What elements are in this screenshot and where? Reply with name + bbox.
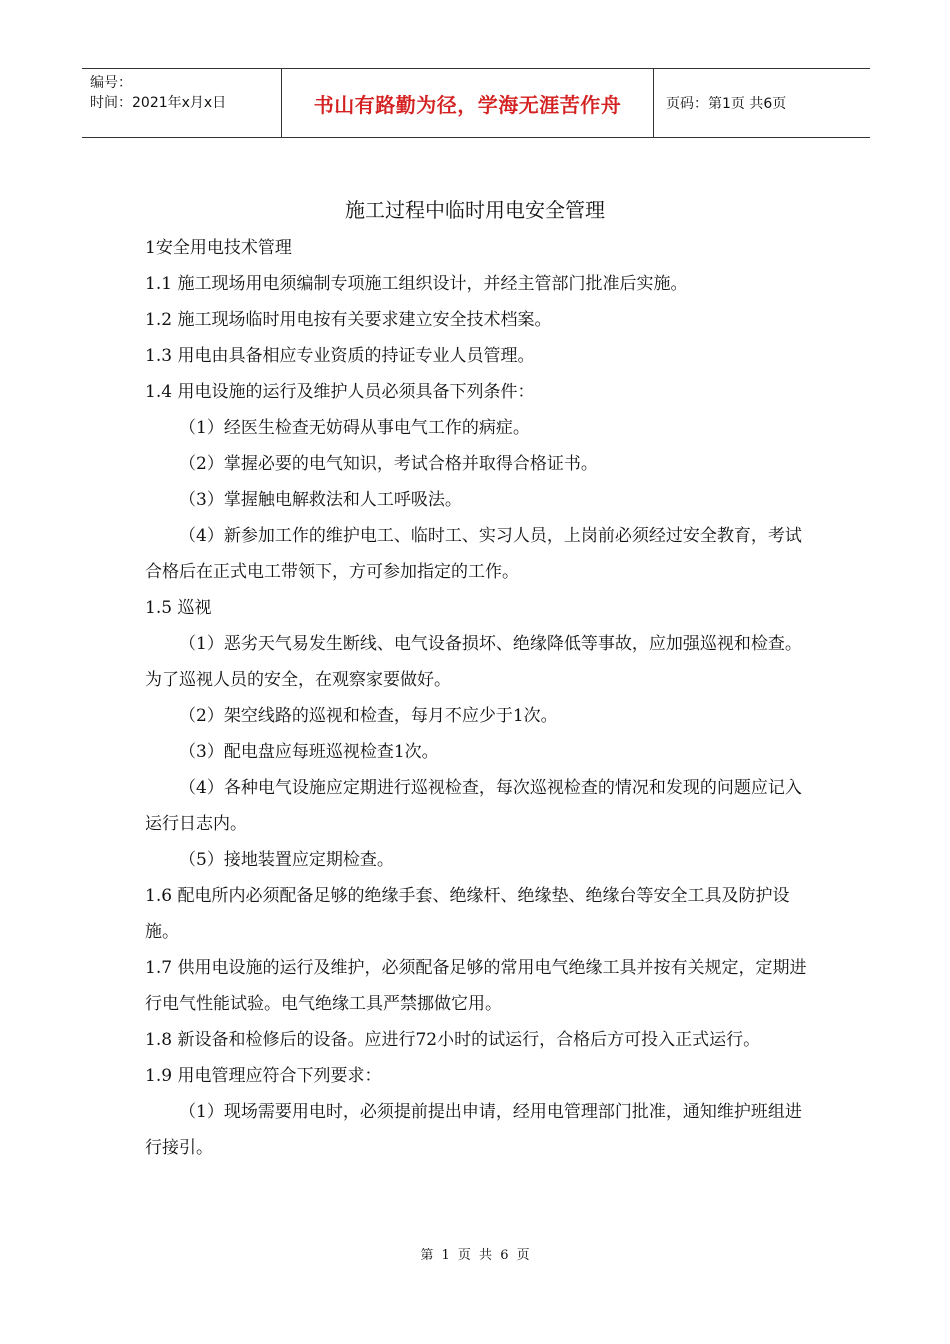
document-number-label: 编号： xyxy=(90,75,132,91)
list-item-1-4-1: （1）经医生检查无妨碍从事电气工作的病症。 xyxy=(179,418,530,438)
paragraph-1-2: 1.2 施工现场临时用电按有关要求建立安全技术档案。 xyxy=(145,310,552,330)
paragraph-1-5: 1.5 巡视 xyxy=(145,598,212,618)
paragraph-1-4: 1.4 用电设施的运行及维护人员必须具备下列条件： xyxy=(145,382,535,402)
page-footer: 第 1 页 共 6 页 xyxy=(420,1248,530,1263)
list-item-1-4-4: （4）新参加工作的维护电工、临时工、实习人员，上岗前必须经过安全教育，考试合格后在正式电工带领下，方可参加指定的工作。 xyxy=(145,526,802,582)
paragraph-1-9: 1.9 用电管理应符合下列要求： xyxy=(145,1066,382,1086)
list-item-1-9-1: （1）现场需要用电时，必须提前提出申请，经用电管理部门批准，通知维护班组进行接引。 xyxy=(145,1102,802,1158)
document-title: 施工过程中临时用电安全管理 xyxy=(345,198,605,222)
paragraph-1-7: 1.7 供用电设施的运行及维护，必须配备足够的常用电气绝缘工具并按有关规定，定期进行电气性能试验。电气绝缘工具严禁挪做它用。 xyxy=(145,958,807,1014)
header-page-info: 页码：第1页 共6页 xyxy=(666,96,787,112)
document-time-label: 时间：2021年x月x日 xyxy=(90,95,227,111)
list-item-1-5-4: （4）各种电气设施应定期进行巡视检查，每次巡视检查的情况和发现的问题应记入运行日志内。 xyxy=(145,778,802,834)
section-heading: 1安全用电技术管理 xyxy=(145,238,292,258)
list-item-1-5-1: （1）恶劣天气易发生断线、电气设备损坏、绝缘降低等事故，应加强巡视和检查。为了巡视人员的安全，在观察家要做好。 xyxy=(145,634,802,690)
header-motto-cell xyxy=(282,69,654,137)
paragraph-1-8: 1.8 新设备和检修后的设备。应进行72小时的试运行，合格后方可投入正式运行。 xyxy=(145,1030,761,1050)
page-header xyxy=(82,68,870,138)
paragraph-1-3: 1.3 用电由具备相应专业资质的持证专业人员管理。 xyxy=(145,346,535,366)
list-item-1-4-2: （2）掌握必要的电气知识，考试合格并取得合格证书。 xyxy=(179,454,598,474)
list-item-1-5-2: （2）架空线路的巡视和检查，每月不应少于1次。 xyxy=(179,706,558,726)
header-motto: 书山有路勤为径，学海无涯苦作舟 xyxy=(313,92,622,117)
list-item-1-5-5: （5）接地装置应定期检查。 xyxy=(179,850,394,870)
header-meta xyxy=(82,69,282,137)
document-body xyxy=(145,230,810,1166)
list-item-1-4-3: （3）掌握触电解救法和人工呼吸法。 xyxy=(179,490,462,510)
paragraph-1-1: 1.1 施工现场用电须编制专项施工组织设计，并经主管部门批准后实施。 xyxy=(145,274,688,294)
list-item-1-5-3: （3）配电盘应每班巡视检查1次。 xyxy=(179,742,439,762)
paragraph-1-6: 1.6 配电所内必须配备足够的绝缘手套、绝缘杆、绝缘垫、绝缘台等安全工具及防护设施。 xyxy=(145,886,790,942)
